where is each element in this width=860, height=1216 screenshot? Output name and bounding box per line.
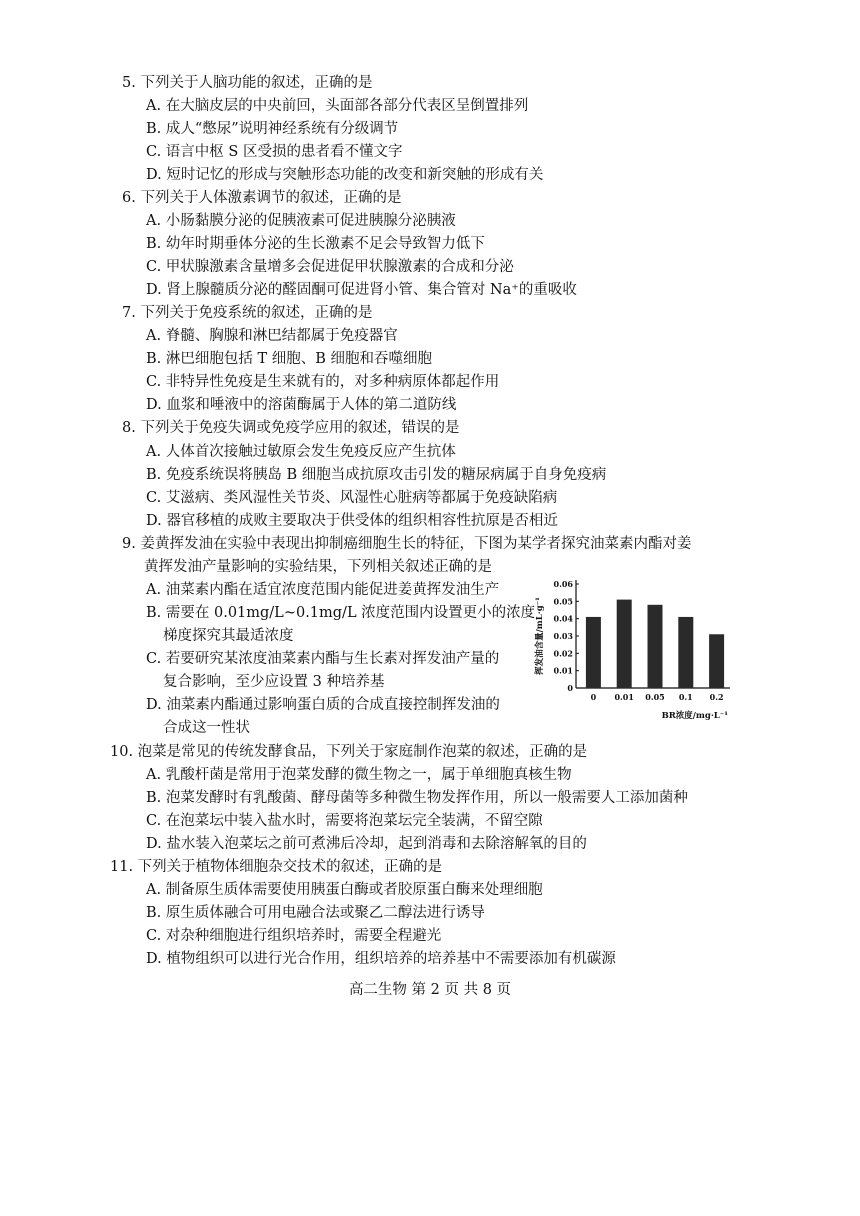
question-8-stem: 8. 下列关于免疫失调或免疫学应用的叙述，错误的是 xyxy=(122,420,460,436)
question-9-stem-line-1: 9. 姜黄挥发油在实验中表现出抑制癌细胞生长的特征，下图为某学者探究油菜素内酯对姜 xyxy=(122,536,692,552)
chart-y-tick-label: 0.04 xyxy=(553,613,573,624)
chart-bar xyxy=(648,605,663,688)
chart-y-tick-label: 0.02 xyxy=(553,648,573,659)
chart-x-tick-label: 0.1 xyxy=(678,692,693,702)
question-5-option-d: D. 短时记忆的形成与突触形态功能的改变和新突触的形成有关 xyxy=(146,167,544,183)
question-8-option-d: D. 器官移植的成败主要取决于供受体的组织相容性抗原是否相近 xyxy=(146,513,558,529)
chart-y-tick-label: 0.01 xyxy=(553,665,573,676)
chart-y-tick-label: 0 xyxy=(567,683,573,693)
chart-bar xyxy=(586,617,601,688)
question-7-option-d: D. 血浆和唾液中的溶菌酶属于人体的第二道防线 xyxy=(146,397,457,413)
question-7-option-a: A. 脊髓、胸腺和淋巴结都属于免疫器官 xyxy=(146,328,398,344)
chart-y-tick-label: 0.03 xyxy=(553,631,573,641)
chart-x-tick-label: 0.2 xyxy=(709,692,724,702)
question-5-option-c: C. 语言中枢 S 区受损的患者看不懂文字 xyxy=(146,144,403,160)
question-9-option-a: A. 油菜素内酯在适宜浓度范围内能促进姜黄挥发油生产 xyxy=(146,582,500,598)
question-10-option-d: D. 盐水装入泡菜坛之前可煮沸后冷却，起到消毒和去除溶解氧的目的 xyxy=(146,836,587,852)
question-9-option-b-cont: 梯度探究其最适浓度 xyxy=(163,628,294,644)
question-6-option-c: C. 甲状腺激素含量增多会促进促甲状腺激素的合成和分泌 xyxy=(146,259,514,275)
question-8-option-a: A. 人体首次接触过敏原会发生免疫反应产生抗体 xyxy=(146,444,456,460)
question-7-option-c: C. 非特异性免疫是生来就有的，对多种病原体都起作用 xyxy=(146,374,500,390)
chart-x-tick-label: 0.01 xyxy=(614,692,634,702)
question-11-option-b: B. 原生质体融合可用电融合法或聚乙二醇法进行诱导 xyxy=(146,905,485,921)
question-9-option-d-cont: 合成这一性状 xyxy=(163,720,250,736)
chart-y-tick-label: 0.06 xyxy=(553,579,573,589)
question-10-option-a: A. 乳酸杆菌是常用于泡菜发酵的微生物之一，属于单细胞真核生物 xyxy=(146,767,572,783)
question-9-option-b: B. 需要在 0.01mg/L~0.1mg/L 浓度范围内设置更小的浓度 xyxy=(146,605,536,621)
question-8-option-c: C. 艾滋病、类风湿性关节炎、风湿性心脏病等都属于免疫缺陷病 xyxy=(146,490,558,506)
question-5-option-a: A. 在大脑皮层的中央前回，头面部各部分代表区呈倒置排列 xyxy=(146,98,529,114)
chart-x-tick-label: 0 xyxy=(590,692,597,702)
question-11-option-d: D. 植物组织可以进行光合作用，组织培养的培养基中不需要添加有机碳源 xyxy=(146,951,616,967)
question-5-option-b: B. 成人“憋尿”说明神经系统有分级调节 xyxy=(146,121,399,137)
question-11-option-c: C. 对杂种细胞进行组织培养时，需要全程避光 xyxy=(146,928,442,944)
page-footer: 高二生物 第 2 页 共 8 页 xyxy=(348,982,512,998)
question-9-stem-line-2: 黄挥发油产量影响的实验结果，下列相关叙述正确的是 xyxy=(144,559,492,575)
question-6-stem: 6. 下列关于人体激素调节的叙述，正确的是 xyxy=(122,190,402,206)
chart-y-tick-label: 0.05 xyxy=(553,596,573,607)
question-6-option-a: A. 小肠黏膜分泌的促胰液素可促进胰腺分泌胰液 xyxy=(146,213,456,229)
question-8-option-b: B. 免疫系统误将胰岛 B 细胞当成抗原攻击引发的糖尿病属于自身免疫病 xyxy=(146,467,607,483)
chart-bar xyxy=(709,634,724,688)
question-11-stem: 11. 下列关于植物体细胞杂交技术的叙述，正确的是 xyxy=(110,859,443,875)
question-7-option-b: B. 淋巴细胞包括 T 细胞、B 细胞和吞噬细胞 xyxy=(146,351,433,367)
br-concentration-bar-chart xyxy=(530,576,740,726)
question-10-stem: 10. 泡菜是常见的传统发酵食品，下列关于家庭制作泡菜的叙述，正确的是 xyxy=(110,744,588,760)
question-7-stem: 7. 下列关于免疫系统的叙述，正确的是 xyxy=(122,305,373,321)
chart-bar xyxy=(617,600,632,688)
question-9-option-c: C. 若要研究某浓度油菜素内酯与生长素对挥发油产量的 xyxy=(146,651,500,667)
question-10-option-c: C. 在泡菜坛中装入盐水时，需要将泡菜坛完全装满，不留空隙 xyxy=(146,813,543,829)
question-6-option-d: D. 肾上腺髓质分泌的醛固酮可促进肾小管、集合管对 Na⁺的重吸收 xyxy=(146,282,577,298)
chart-x-tick-label: 0.05 xyxy=(645,692,665,702)
question-9-option-c-cont: 复合影响，至少应设置 3 种培养基 xyxy=(163,674,385,690)
chart-bar xyxy=(678,617,693,688)
question-11-option-a: A. 制备原生质体需要使用胰蛋白酶或者胶原蛋白酶来处理细胞 xyxy=(146,882,543,898)
chart-x-axis-label: BR浓度/mg·L⁻¹ xyxy=(661,711,728,721)
question-6-option-b: B. 幼年时期垂体分泌的生长激素不足会导致智力低下 xyxy=(146,236,485,252)
question-5-stem: 5. 下列关于人脑功能的叙述，正确的是 xyxy=(122,75,373,91)
question-9-option-d: D. 油菜素内酯通过影响蛋白质的合成直接控制挥发油的 xyxy=(146,697,500,713)
chart-y-axis-label: 挥发油含量/mL·g⁻¹ xyxy=(535,597,545,675)
question-10-option-b: B. 泡菜发酵时有乳酸菌、酵母菌等多种微生物发挥作用，所以一般需要人工添加菌种 xyxy=(146,790,688,806)
